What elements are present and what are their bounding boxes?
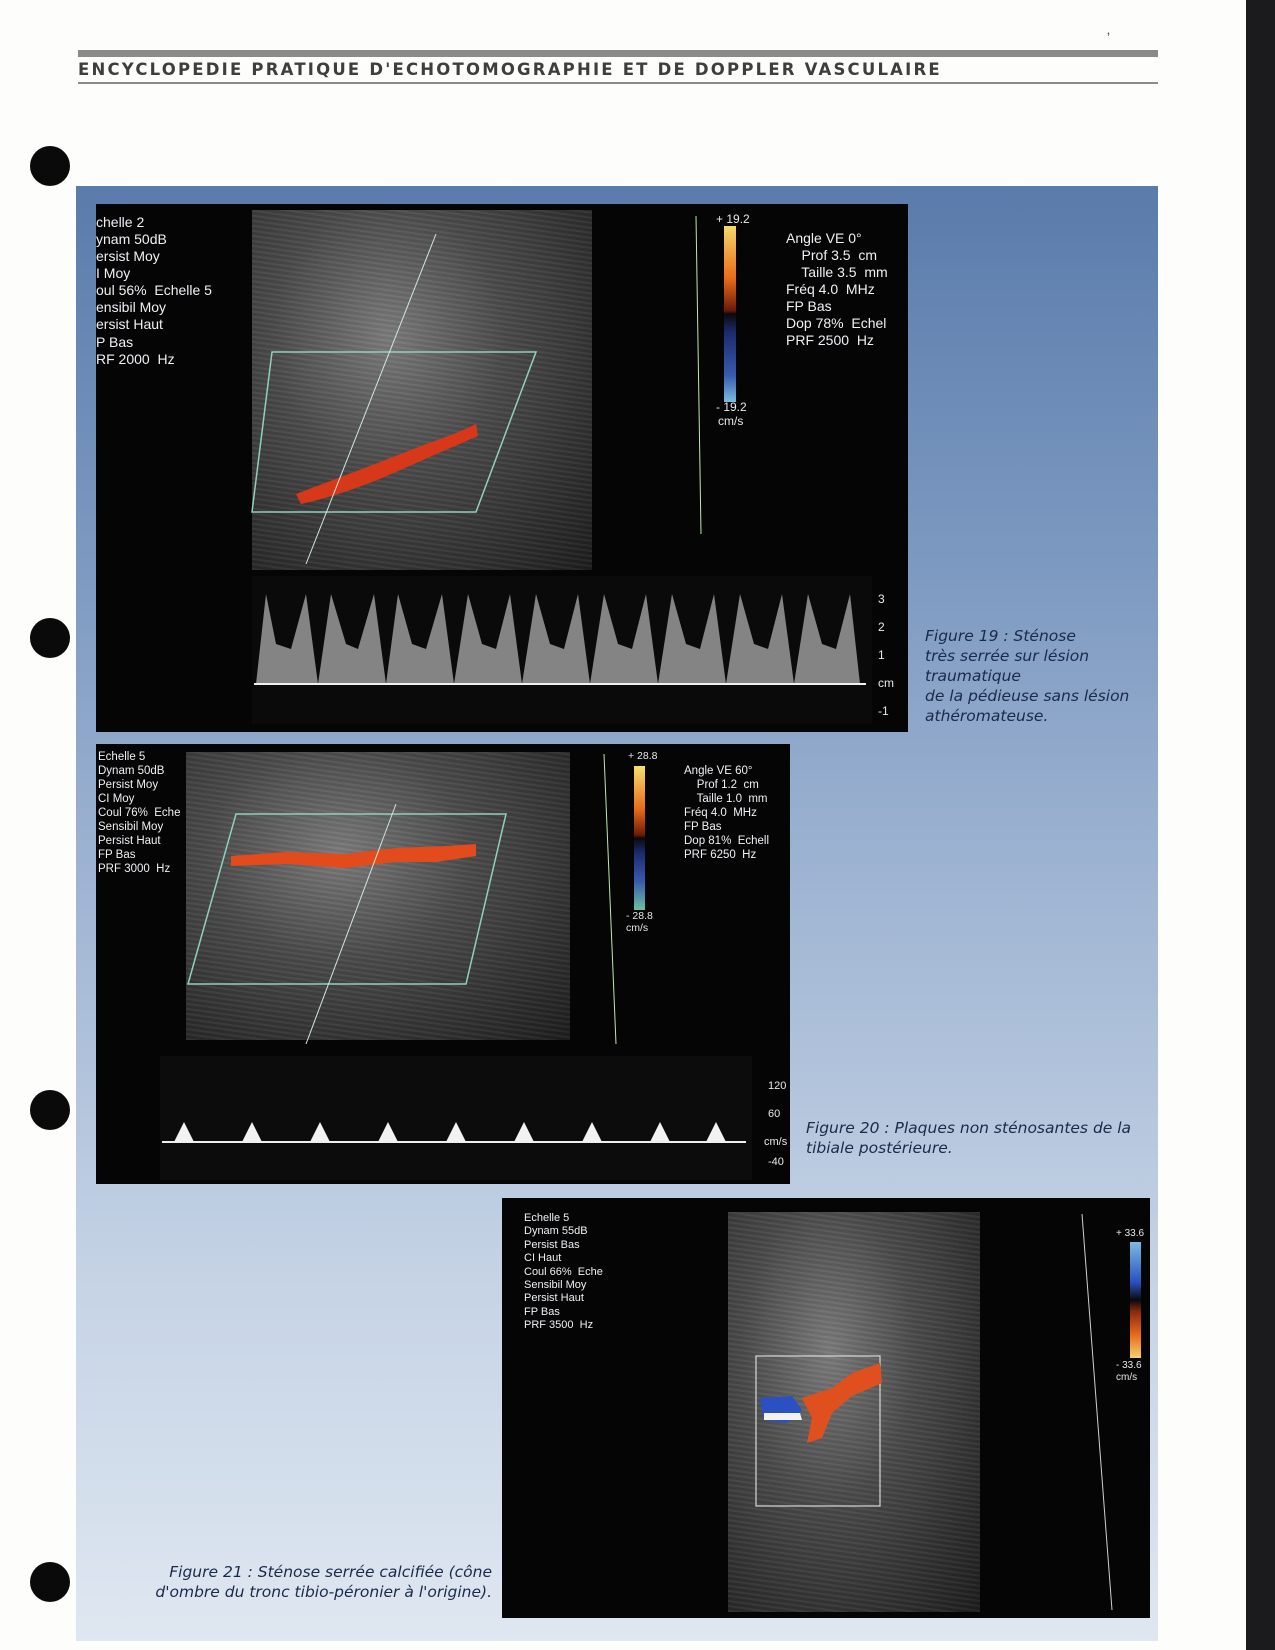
figure-21-scale-unit: cm/s	[1116, 1372, 1138, 1383]
depth-scale-line	[604, 754, 616, 1044]
figure-21-ultrasound	[502, 1198, 1150, 1618]
flow-signal	[802, 1363, 882, 1443]
figure-20-left-settings: Echelle 5 Dynam 50dB Persist Moy CI Moy Coul 76% Eche Sensibil Moy Persist Haut FP Bas PRF 3000 Hz	[98, 751, 181, 876]
figure-20-right-settings: Angle VE 60° Prof 1.2 cm Taille 1.0 mm Fréq 4.0 MHz FP Bas Dop 81% Echell PRF 6250 Hz	[684, 765, 770, 862]
depth-scale-line	[696, 216, 701, 534]
page-header-title: ENCYCLOPEDIE PRATIQUE D'ECHOTOMOGRAPHIE ET DE DOPPLER VASCULAIRE	[78, 60, 942, 79]
figure-19-color-scale	[724, 226, 736, 402]
binder-hole	[30, 1562, 70, 1602]
header-rule-bottom	[78, 82, 1158, 84]
figure-20-doppler-spectrum	[160, 1056, 752, 1180]
doppler-tick: cm	[878, 676, 894, 690]
figure-20-scale-top: + 28.8	[628, 750, 658, 762]
figure-20-ultrasound	[96, 744, 790, 1184]
figure-20-caption: Figure 20 : Plaques non sténosantes de la tibiale postérieure.	[806, 1119, 1132, 1157]
figure-19-caption: Figure 19 : Sténose très serrée sur lésion traumatique de la pédieuse sans lésion athéromateuse.	[925, 627, 1130, 725]
figure-19-doppler-spectrum	[252, 576, 872, 724]
figure-21-scale-bottom: - 33.6	[1116, 1360, 1142, 1371]
color-box	[188, 814, 506, 984]
doppler-tick: -1	[878, 704, 889, 718]
flow-signal	[231, 844, 476, 868]
corner-mark: ʼ	[1107, 30, 1111, 46]
page-edge	[1246, 0, 1275, 1650]
doppler-tick: 2	[878, 620, 885, 634]
cursor-line	[306, 234, 436, 564]
depth-scale-line	[1082, 1214, 1112, 1610]
figure-21-left-settings: Echelle 5 Dynam 55dB Persist Bas CI Haut Coul 66% Eche Sensibil Moy Persist Haut FP Bas PRF 3500 Hz	[524, 1212, 603, 1332]
binder-hole	[30, 146, 70, 186]
figure-19-scale-unit: cm/s	[718, 414, 744, 428]
figure-19-ultrasound	[96, 204, 908, 732]
doppler-tick: 3	[878, 592, 885, 606]
cursor-line	[306, 804, 396, 1044]
doppler-tick: 1	[878, 648, 885, 662]
figure-20-color-scale	[634, 766, 645, 910]
header-rule	[78, 50, 1158, 57]
figure-21-scale-top: + 33.6	[1116, 1228, 1145, 1239]
figure-21-overlay	[502, 1198, 1150, 1618]
binder-hole	[30, 1090, 70, 1130]
color-box	[252, 352, 536, 512]
figure-19-right-settings: Angle VE 0° Prof 3.5 cm Taille 3.5 mm Fréq 4.0 MHz FP Bas Dop 78% Echel PRF 2500 Hz	[786, 230, 888, 349]
figure-19-scale-bottom: - 19.2	[716, 400, 747, 414]
figure-19-left-settings: chelle 2 ynam 50dB ersist Moy I Moy oul 56% Echelle 5 ensibil Moy ersist Haut P Bas RF 2000 Hz	[96, 214, 212, 367]
figure-21-caption: Figure 21 : Sténose serrée calcifiée (cône d'ombre du tronc tibio-péronier à l'origine).	[155, 1563, 492, 1601]
doppler-strip	[160, 1056, 752, 1180]
figure-21-color-scale	[1130, 1242, 1141, 1358]
figure-19-scale-top: + 19.2	[716, 212, 750, 226]
flow-signal	[296, 424, 478, 504]
calcification	[764, 1413, 802, 1420]
binder-hole	[30, 618, 70, 658]
doppler-tick: 60	[768, 1108, 781, 1120]
doppler-tick: -40	[768, 1156, 784, 1168]
doppler-tick: cm/s	[764, 1136, 788, 1148]
figure-20-scale-unit: cm/s	[626, 922, 649, 934]
doppler-tick: 120	[768, 1080, 787, 1092]
figure-20-scale-bottom: - 28.8	[626, 910, 653, 922]
